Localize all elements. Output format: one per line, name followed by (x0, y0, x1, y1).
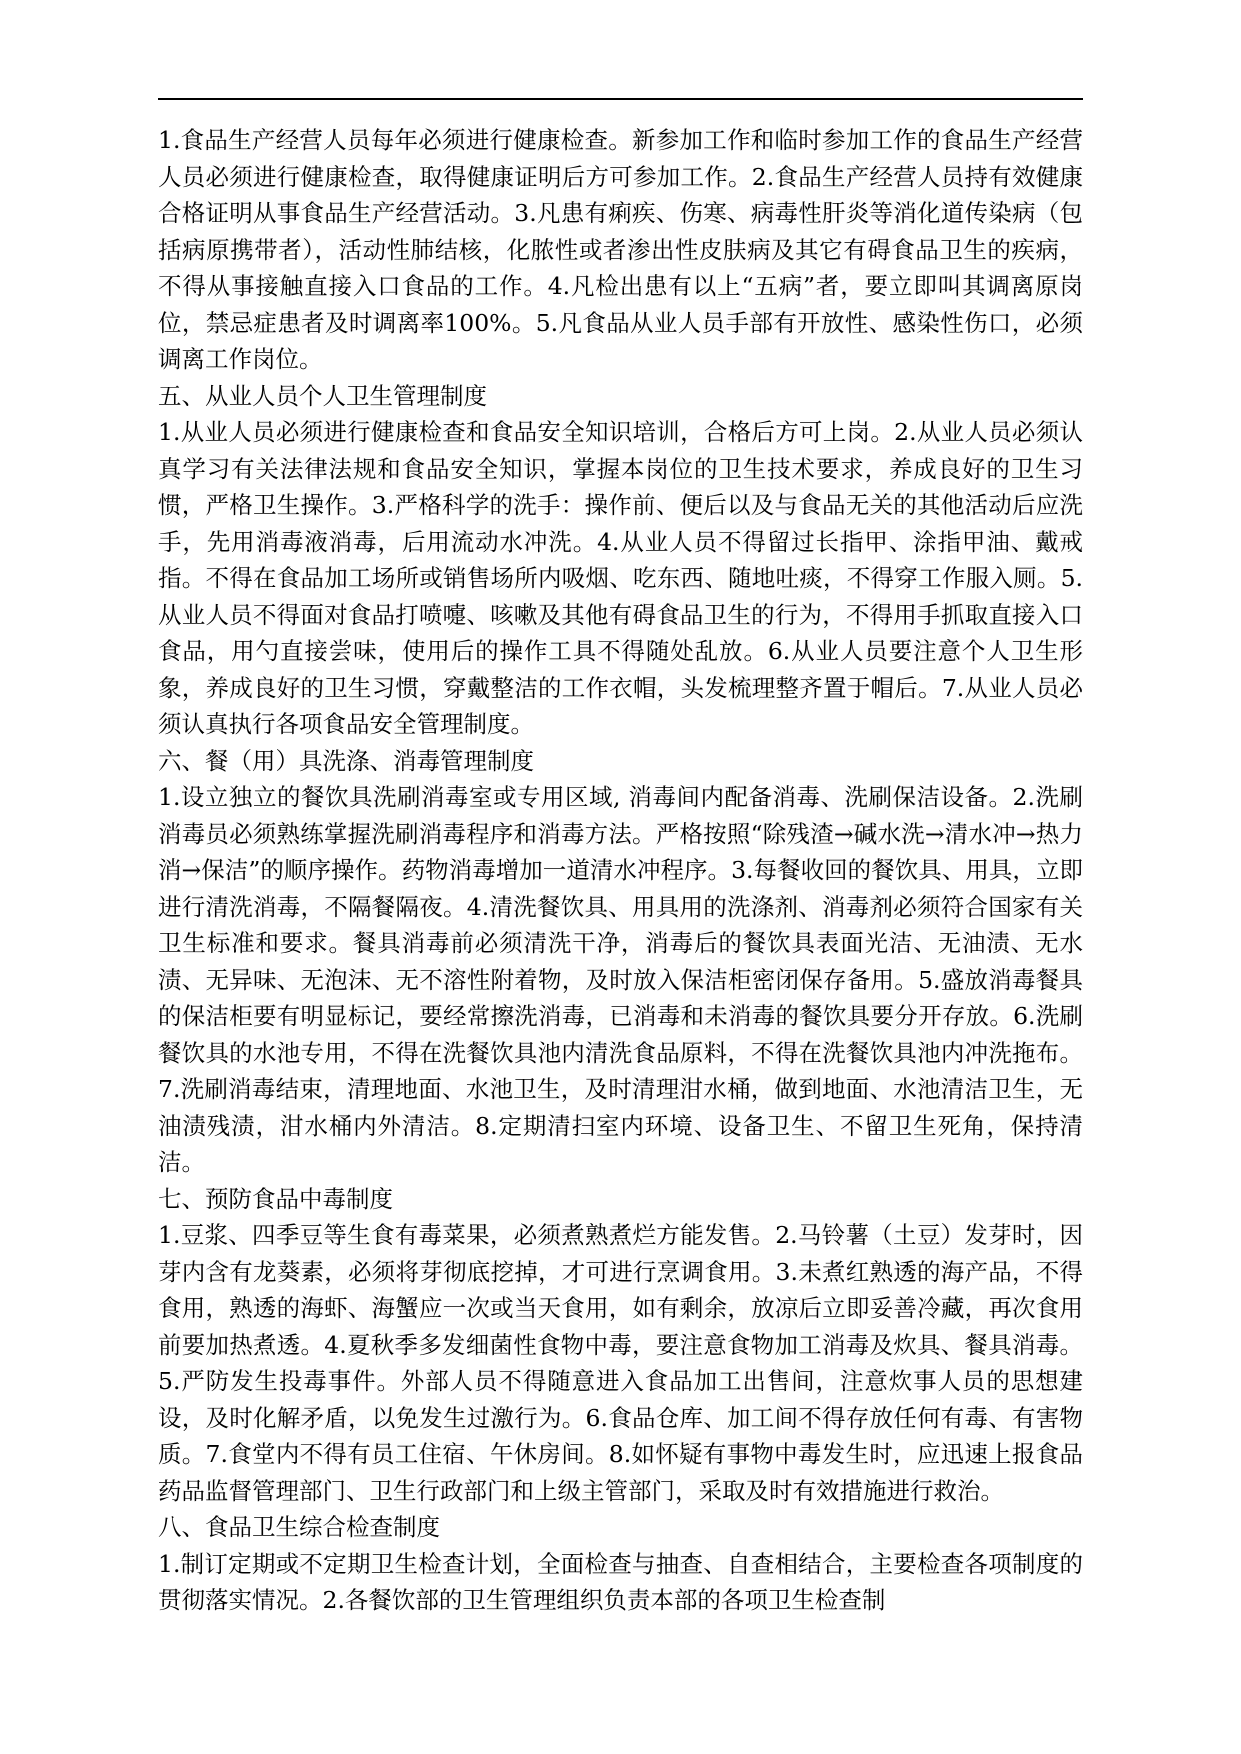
heading-section-six: 六、餐（用）具洗涤、消毒管理制度 (158, 746, 534, 775)
document-body (158, 98, 1083, 1619)
heading-section-seven: 七、预防食品中毒制度 (158, 1184, 393, 1213)
header-rule (158, 98, 1083, 100)
heading-section-five: 五、从业人员个人卫生管理制度 (158, 381, 487, 410)
paragraph-tableware-disinfection: 1.设立独立的餐饮具洗刷消毒室或专用区域, 消毒间内配备消毒、洗刷保洁设备。2.洗刷消毒员必须熟练掌握洗刷消毒程序和消毒方法。严格按照“除残渣→碱水洗→清水冲→热力消→保洁”的顺序操作。药物消毒增加一道清水冲程序。3.每餐收回的餐饮具、用具，立即进行清洗消毒，不隔餐隔夜。4.清洗餐饮具、用具用的洗涤剂、消毒剂必须符合国家有关卫生标准和要求。餐具消毒前必须清洗干净，消毒后的餐饮具表面光洁、无油渍、无水渍、无异味、无泡沫、无不溶性附着物，及时放入保洁柜密闭保存备用。5.盛放消毒餐具的保洁柜要有明显标记，要经常擦洗消毒，已消毒和未消毒的餐饮具要分开存放。6.洗刷餐饮具的水池专用，不得在洗餐饮具池内清洗食品原料，不得在洗餐饮具池内冲洗拖布。7.洗刷消毒结束，清理地面、水池卫生，及时清理泔水桶，做到地面、水池清洁卫生，无油渍残渍，泔水桶内外清洁。8.定期清扫室内环境、设备卫生、不留卫生死角，保持清洁。 (158, 783, 1083, 1176)
paragraph-comprehensive-inspection: 1.制订定期或不定期卫生检查计划，全面检查与抽查、自查相结合，主要检查各项制度的贯彻落实情况。2.各餐饮部的卫生管理组织负责本部的各项卫生检查制 (158, 1549, 1083, 1614)
paragraph-health-check: 1.食品生产经营人员每年必须进行健康检查。新参加工作和临时参加工作的食品生产经营人员必须进行健康检查，取得健康证明后方可参加工作。2.食品生产经营人员持有效健康合格证明从事食品生产经营活动。3.凡患有痢疾、伤寒、病毒性肝炎等消化道传染病（包括病原携带者），活动性肺结核，化脓性或者渗出性皮肤病及其它有碍食品卫生的疾病，不得从事接触直接入口食品的工作。4.凡检出患有以上“五病”者，要立即叫其调离原岗位，禁忌症患者及时调离率100%。5.凡食品从业人员手部有开放性、感染性伤口，必须调离工作岗位。 (158, 126, 1083, 373)
heading-section-eight: 八、食品卫生综合检查制度 (158, 1513, 440, 1541)
paragraph-food-poisoning-prevention: 1.豆浆、四季豆等生食有毒菜果，必须煮熟煮烂方能发售。2.马铃薯（土豆）发芽时，因芽内含有龙葵素，必须将芽彻底挖掉，才可进行烹调食用。3.未煮红熟透的海产品，不得食用，熟透的海虾、海蟹应一次或当天食用，如有剩余，放凉后立即妥善冷藏，再次食用前要加热煮透。4.夏秋季多发细菌性食物中毒，要注意食物加工消毒及炊具、餐具消毒。5.严防发生投毒事件。外部人员不得随意进入食品加工出售间，注意炊事人员的思想建设，及时化解矛盾，以免发生过激行为。6.食品仓库、加工间不得存放任何有毒、有害物质。7.食堂内不得有员工住宿、午休房间。8.如怀疑有事物中毒发生时，应迅速上报食品药品监督管理部门、卫生行政部门和上级主管部门，采取及时有效措施进行救治。 (158, 1221, 1083, 1505)
paragraph-personal-hygiene: 1.从业人员必须进行健康检查和食品安全知识培训，合格后方可上岗。2.从业人员必须认真学习有关法律法规和食品安全知识，掌握本岗位的卫生技术要求，养成良好的卫生习惯，严格卫生操作。3.严格科学的洗手：操作前、便后以及与食品无关的其他活动后应洗手，先用消毒液消毒，后用流动水冲洗。4.从业人员不得留过长指甲、涂指甲油、戴戒指。不得在食品加工场所或销售场所内吸烟、吃东西、随地吐痰，不得穿工作服入厕。5.从业人员不得面对食品打喷嚏、咳嗽及其他有碍食品卫生的行为，不得用手抓取直接入口食品，用勺直接尝味，使用后的操作工具不得随处乱放。6.从业人员要注意个人卫生形象，养成良好的卫生习惯，穿戴整洁的工作衣帽，头发梳理整齐置于帽后。7.从业人员必须认真执行各项食品安全管理制度。 (158, 418, 1083, 738)
